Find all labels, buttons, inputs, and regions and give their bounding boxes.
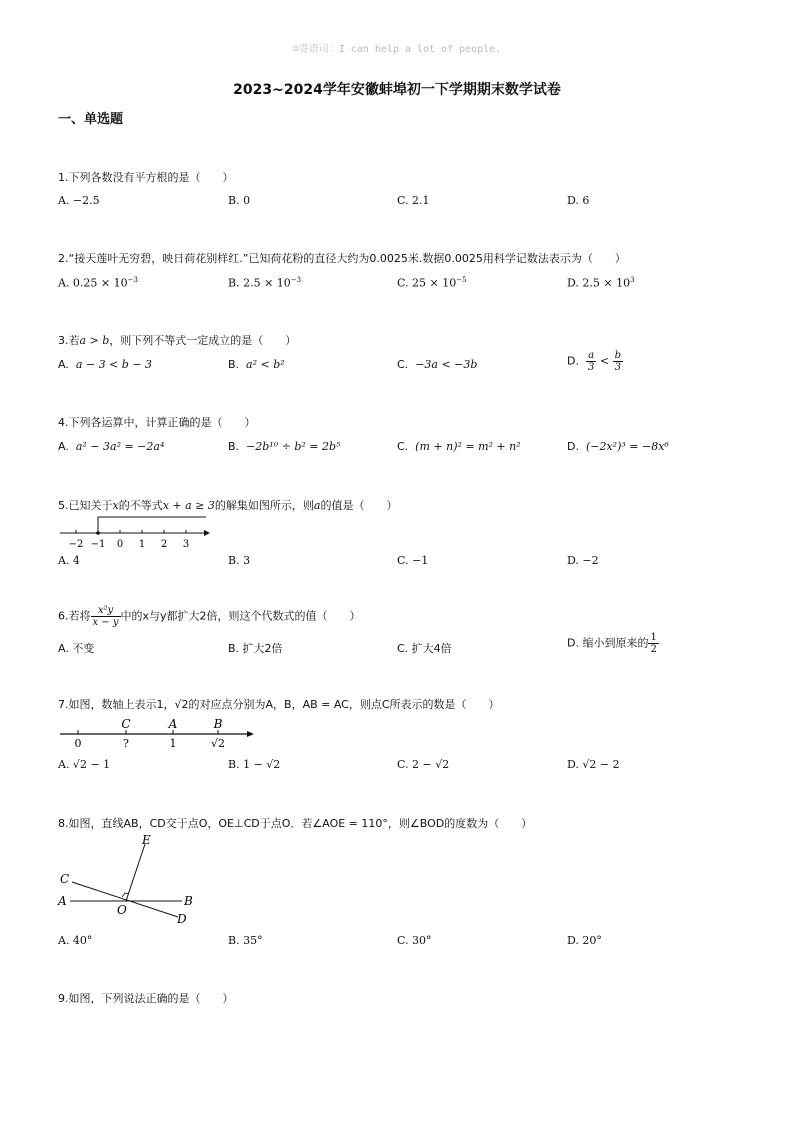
q3-option-d[interactable]: D. $\frac{a}{3}$ < $\frac{b}{3}$ xyxy=(567,350,621,373)
q3-a-expr: a − 3 < b − 3 xyxy=(75,358,153,371)
q8-label: O xyxy=(117,903,127,917)
q6-d-text: D. 缩小到原来的 xyxy=(567,636,649,650)
q5-solution-ray xyxy=(98,517,206,533)
q6-option-b[interactable]: B. 扩大2倍 xyxy=(228,642,283,655)
q6-frac-num: x²y xyxy=(91,605,121,617)
q3-stem-pre: 3.若 xyxy=(58,334,80,347)
q5-stem-a: a xyxy=(313,499,321,512)
q8-label: A xyxy=(58,894,67,908)
q4-option-c[interactable]: C. (m + n)² = m² + n² xyxy=(397,440,521,453)
q2-d-base: D. 2.5 × 10 xyxy=(567,276,631,290)
q8-option-c[interactable]: C. 30° xyxy=(397,934,432,947)
q2-c-base: C. 25 × 10 xyxy=(397,276,457,290)
q4-option-a[interactable]: A. a² − 3a² = −2a⁴ xyxy=(58,440,165,453)
q2-c-exponent: −5 xyxy=(456,276,467,284)
q5-tick-label: −2 xyxy=(68,539,84,550)
question-9: 9.如图，下列说法正确的是（ ） xyxy=(58,992,234,1005)
q2-option-c[interactable] xyxy=(397,276,467,290)
q5-stem-mid: 的不等式 xyxy=(118,499,163,512)
question-4: 4.下列各运算中，计算正确的是（ ） xyxy=(58,416,256,429)
q6-d-den: 2 xyxy=(650,644,657,655)
q6-option-a[interactable]: A. 不变 xyxy=(58,642,95,655)
q5-stem-post: 的解集如图所示，则 xyxy=(214,499,314,512)
q7-option-b[interactable]: B. 1 − √2 xyxy=(228,758,281,771)
q2-option-d[interactable] xyxy=(567,276,635,290)
q2-option-b[interactable] xyxy=(228,276,301,290)
q3-b-expr: a² < b² xyxy=(246,358,285,371)
q6-option-d[interactable] xyxy=(567,632,659,655)
q2-a-base: A. 0.25 × 10 xyxy=(58,276,128,290)
q5-number-line xyxy=(58,514,218,552)
q2-a-exponent: −3 xyxy=(127,276,138,284)
q3-d-num1: a xyxy=(586,350,596,362)
q8-option-d[interactable]: D. 20° xyxy=(567,934,602,947)
q5-tick-label: 0 xyxy=(116,539,124,550)
question-2: 2.“接天莲叶无穷碧，映日荷花别样红.”已知荷花粉的直径大约为0.0025米.数据0.0025用科学记数法表示为（ ） xyxy=(58,252,626,265)
q2-d-exponent: 3 xyxy=(630,276,635,284)
q5-tick-label: 3 xyxy=(182,539,190,550)
question-8: 8.如图，直线AB，CD交于点O，OE⊥CD于点O．若∠AOE = 110°，则∠BOD的度数为（ ） xyxy=(58,817,533,830)
page-title: 2023~2024学年安徽蚌埠初一下学期期末数学试卷 xyxy=(233,82,561,98)
q7-point-label: A xyxy=(168,717,178,731)
q7-point-label: C xyxy=(121,717,131,731)
q6-fraction xyxy=(91,605,121,628)
q4-b-expr: −2b¹⁰ ÷ b² = 2b⁵ xyxy=(246,440,341,453)
q4-c-expr: (m + n)² = m² + n² xyxy=(415,440,521,453)
q1-option-b[interactable]: B. 0 xyxy=(228,194,251,207)
q3-option-b[interactable]: B. a² < b² xyxy=(228,358,285,371)
q8-figure xyxy=(56,830,206,930)
q3-d-frac-right xyxy=(613,350,623,373)
q4-option-d[interactable]: D. (−2x²)³ = −8x⁶ xyxy=(567,440,669,453)
q7-option-d[interactable]: D. √2 − 2 xyxy=(567,758,620,771)
q1-option-d[interactable]: D. 6 xyxy=(567,194,590,207)
q8-label: C xyxy=(60,872,70,886)
question-3 xyxy=(58,332,296,348)
q3-c-expr: −3a < −3b xyxy=(415,358,478,371)
q7-point-label: B xyxy=(213,717,223,731)
q2-b-exponent: −3 xyxy=(290,276,302,284)
q6-d-num: 1 xyxy=(650,632,657,643)
q7-option-a[interactable]: A. √2 − 1 xyxy=(58,758,111,771)
q7-value-label: √2 xyxy=(210,737,226,750)
q3-d-den1: 3 xyxy=(587,362,595,373)
q7-value-label: ? xyxy=(123,737,129,750)
question-7: 7.如图，数轴上表示1，√2的对应点分别为A，B，AB = AC，则点C所表示的数是（ ） xyxy=(58,698,500,711)
q5-stem-x: x xyxy=(112,499,119,512)
q4-option-b[interactable]: B. −2b¹⁰ ÷ b² = 2b⁵ xyxy=(228,440,341,453)
q7-option-c[interactable]: C. 2 − √2 xyxy=(397,758,450,771)
q6-d-fraction xyxy=(648,632,658,655)
q7-value-label: 0 xyxy=(74,737,82,750)
q7-axis-arrow xyxy=(247,731,254,737)
q8-ray-oe xyxy=(126,844,145,901)
q1-option-c[interactable]: C. 2.1 xyxy=(397,194,430,207)
q6-stem-pre: 6.若将 xyxy=(58,609,91,623)
q3-stem-math: a > b xyxy=(79,334,110,347)
q8-option-a[interactable]: A. 40° xyxy=(58,934,93,947)
q5-solid-point xyxy=(96,531,100,535)
section-heading: 一、单选题 xyxy=(58,112,124,127)
q5-option-b[interactable]: B. 3 xyxy=(228,554,251,567)
q5-option-c[interactable]: C. −1 xyxy=(397,554,429,567)
q8-option-b[interactable]: B. 35° xyxy=(228,934,263,947)
q6-frac-den: x − y xyxy=(92,617,119,628)
q2-option-a[interactable] xyxy=(58,276,138,290)
q8-label: D xyxy=(177,912,187,926)
q7-value-label: 1 xyxy=(169,737,177,750)
q5-stem-pre: 5.已知关于 xyxy=(58,499,113,512)
q7-number-line xyxy=(58,713,258,753)
q5-stem-end: 的值是（ ） xyxy=(320,499,398,512)
q6-option-c[interactable]: C. 扩大4倍 xyxy=(397,642,452,655)
q3-d-den2: 3 xyxy=(614,362,621,373)
q3-option-c[interactable]: C. −3a < −3b xyxy=(397,358,478,371)
question-1: 1.下列各数没有平方根的是（ ） xyxy=(58,171,234,184)
q3-stem-post: ，则下列不等式一定成立的是（ ） xyxy=(109,334,297,347)
q8-label: E xyxy=(142,833,151,847)
q4-d-expr: (−2x²)³ = −8x⁶ xyxy=(585,440,669,453)
q1-option-a[interactable]: A. −2.5 xyxy=(58,194,100,207)
q5-axis-arrow xyxy=(204,530,210,536)
q6-stem-post: 中的x与y都扩大2倍，则这个代数式的值（ ） xyxy=(120,609,361,623)
watermark: ☺寄语司：I can help a lot of people. xyxy=(292,44,502,55)
q5-option-d[interactable]: D. −2 xyxy=(567,554,599,567)
q5-tick-label: 2 xyxy=(160,539,168,550)
q2-b-base: B. 2.5 × 10 xyxy=(228,276,291,290)
question-6 xyxy=(58,605,361,628)
q3-d-relation: < xyxy=(599,354,610,368)
question-5 xyxy=(58,497,397,513)
q3-d-frac-left xyxy=(586,350,596,373)
q5-tick-label: −1 xyxy=(90,539,106,550)
q5-stem-math: x + a ≥ 3 xyxy=(162,499,215,512)
q8-label: B xyxy=(184,894,193,908)
q4-a-expr: a² − 3a² = −2a⁴ xyxy=(75,440,165,453)
q3-d-num2: b xyxy=(614,350,621,361)
q5-tick-label: 1 xyxy=(138,539,146,550)
q3-option-a[interactable]: A. a − 3 < b − 3 xyxy=(58,358,153,371)
q5-option-a[interactable]: A. 4 xyxy=(58,554,80,567)
